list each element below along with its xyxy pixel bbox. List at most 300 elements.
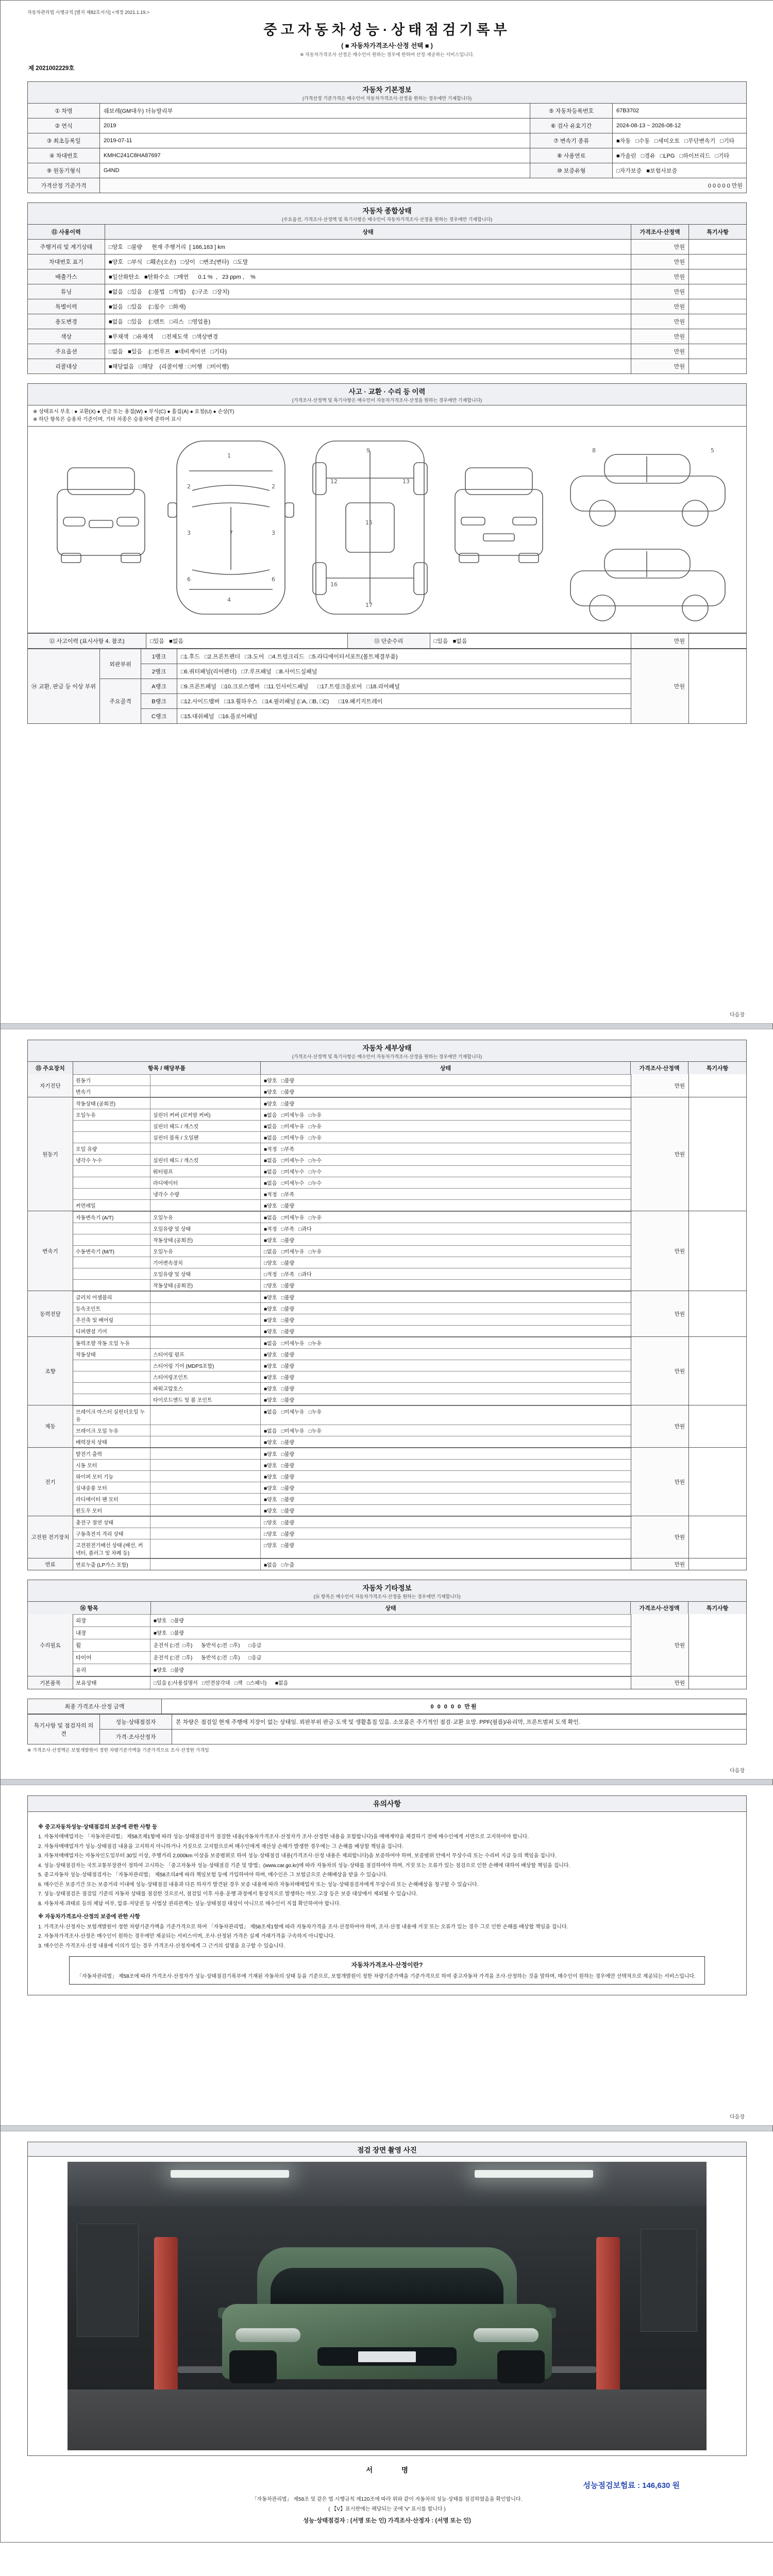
group-note xyxy=(688,1097,746,1211)
item-status: ■없음 □미세누유 □누유 xyxy=(264,1341,322,1347)
table-row xyxy=(28,178,747,193)
item-label: 유리 xyxy=(73,1664,150,1676)
section-title: 사고 · 교환 · 수리 등 이력 xyxy=(348,388,426,396)
group-rows xyxy=(73,1291,631,1336)
column-header: 상태 xyxy=(261,1062,631,1074)
group-name: 고전원 전기장치 xyxy=(28,1516,73,1558)
row-label: 주요옵션 xyxy=(28,344,105,359)
etc-group xyxy=(27,1614,747,1676)
field-value: G4ND xyxy=(100,163,530,178)
notice-item: 4. 성능·상태점검자는 국토교통부장관이 정하여 고시하는 「중고자동차 성능·상태점검 기준 및 방법」(www.car.go.kr)에 따라 자동차의 성능·상태를 점검하여야 하며, 거짓 또는 오류가 있는 점검으로 인한 손해에 대하여 배상할 책임을 집니다. xyxy=(38,1862,570,1869)
page-separator xyxy=(1,2125,772,2131)
opinion-title: 특기사항 및 점검자의 의견 xyxy=(28,1715,100,1744)
group-note xyxy=(688,1676,746,1689)
page-separator xyxy=(1,1023,772,1029)
signature-instruction: ( 【V】표시란에는 해당되는 곳에 'V' 표시를 합니다 ) xyxy=(328,2506,446,2512)
section-title: 자동차 종합상태 xyxy=(362,207,412,215)
field-value: 2019 xyxy=(100,118,530,133)
column-header: 특기사항 xyxy=(706,1065,729,1072)
page-separator xyxy=(1,1779,772,1785)
detail-row xyxy=(73,1382,631,1394)
item-subpart: 스티어링 펌프 xyxy=(150,1349,261,1360)
row-status: ■일산화탄소 ■탄화수소 □매연 0.1 % , 23 ppm , % xyxy=(105,269,631,284)
notice-item: 1. 자동차매매업자는 「자동차관리법」 제58조제1항에 따라 성능·상태점검자가 점검한 내용(자동차가격조사·산정자가 조사·산정한 내용을 포함합니다)을 매매계약을 체결하기 전에 매수인에게 서면으로 고지하여야 합니다. xyxy=(38,1834,529,1840)
group-rows xyxy=(73,1676,631,1689)
etc-group xyxy=(27,1676,747,1689)
group-rows xyxy=(73,1337,631,1405)
item-subpart: 기어변속장치 xyxy=(150,1257,261,1268)
field-label: ④ 차대번호 xyxy=(28,148,100,163)
car-wheel-right xyxy=(497,2350,545,2383)
item-status: ■양호 □불량 xyxy=(264,1475,295,1480)
table-row xyxy=(28,1715,747,1730)
group-rows xyxy=(73,1097,631,1211)
item-subpart xyxy=(150,1471,261,1482)
item-label: 충전구 절연 상태 xyxy=(73,1517,150,1528)
group-price: 만원 xyxy=(631,1614,688,1676)
detail-group xyxy=(27,1516,747,1558)
basic-info-table xyxy=(27,103,747,193)
row-label: 차대번호 표기 xyxy=(28,255,105,269)
item-label: 등속조인트 xyxy=(73,1303,150,1314)
item-subpart xyxy=(150,1406,261,1425)
item-subpart xyxy=(150,1086,261,1097)
row-note xyxy=(689,329,747,344)
item-status: ■없음 □미세누유 □누유 xyxy=(264,1136,322,1141)
item-status: □양호 □불량 xyxy=(264,1283,295,1289)
item-subpart xyxy=(150,1436,261,1447)
row-price: 만원 xyxy=(631,299,689,314)
etc-row xyxy=(73,1651,631,1664)
next-page-label: 다음장 xyxy=(730,1768,745,1774)
car-license-plate xyxy=(358,2351,416,2362)
item-label: 클러치 어셈블리 xyxy=(73,1292,150,1302)
field-value: 쉐보레(GM대우) 더뉴말리부 xyxy=(100,104,530,118)
item-subpart: 워터펌프 xyxy=(150,1166,261,1177)
rank-items: □15.대쉬패널 □16.플로어패널 xyxy=(177,709,631,724)
item-label xyxy=(73,1166,150,1177)
simple-repair-label: ⑬ 단순수리 xyxy=(347,634,430,649)
item-label xyxy=(73,1189,150,1199)
svg-text:6: 6 xyxy=(187,576,191,583)
etc-header-row xyxy=(27,1601,747,1614)
column-header: ⑪ 사용이력 xyxy=(28,225,105,240)
detail-row xyxy=(73,1165,631,1177)
legend-line: ※ 하단 항목은 승용차 기준이며, 기타 차종은 승용차에 준하여 표시 xyxy=(33,417,181,422)
table-row xyxy=(28,1730,747,1744)
group-note xyxy=(688,1614,746,1676)
field-value: 2024-08-13 ~ 2026-08-12 xyxy=(613,118,747,133)
svg-text:7: 7 xyxy=(229,530,233,536)
detail-group xyxy=(27,1211,747,1291)
item-label: 동력조향 작동 오일 누유 xyxy=(73,1337,150,1348)
next-page-label: 다음장 xyxy=(730,2114,745,2120)
section-basic-info-header xyxy=(27,81,747,103)
item-status: ■양호 □불량 xyxy=(264,1509,295,1514)
item-status: ■없음 □미세누유 □누유 xyxy=(264,1215,322,1221)
group-note xyxy=(688,1558,746,1570)
price-survey-definition-box xyxy=(69,1956,705,1985)
car-diagram-box xyxy=(27,426,747,633)
item-status: ■양호 □불량 xyxy=(264,1307,295,1312)
simple-repair-value: □있음 ■없음 xyxy=(430,634,631,649)
item-subpart xyxy=(150,1559,261,1570)
field-value: 67B3702 xyxy=(613,104,747,118)
field-label: ⑩ 보증유형 xyxy=(530,163,613,178)
overall-rows xyxy=(28,240,747,374)
item-subpart xyxy=(150,1200,261,1211)
notice-item: 3. 매수인은 가격조사·산정 내용에 이의가 있는 경우 가격조사·산정자에게 그 근거의 설명을 요구할 수 있습니다. xyxy=(38,1943,285,1949)
item-status: ■양호 □불량 xyxy=(264,1497,295,1503)
row-price: 만원 xyxy=(631,634,689,649)
item-label xyxy=(73,1268,150,1279)
table-row xyxy=(28,359,747,374)
panel-group: 외판부위 xyxy=(100,649,141,679)
item-label: 휠 xyxy=(73,1639,150,1651)
field-label: ① 차명 xyxy=(28,104,100,118)
next-page-label: 다음장 xyxy=(730,1012,745,1018)
item-subpart: 스티어링조인트 xyxy=(150,1371,261,1382)
group-rows xyxy=(73,1558,631,1570)
section-note: (주요옵션, 가격조사·산정액 및 특기사항은 매수인이 자동차가격조사·산정을 원하는 경우에만 기재합니다) xyxy=(281,217,493,222)
item-status: □양호 □불량 xyxy=(264,1261,295,1266)
price-survey-select-line: ( ■ 자동차가격조사·산정 선택 ■ ) xyxy=(341,42,433,49)
detail-row xyxy=(73,1360,631,1371)
column-header: 특기사항 xyxy=(706,1605,729,1612)
signature-line: 성능·상태점검자 : (서명 또는 인) 가격조사·산정자 : (서명 또는 인) xyxy=(303,2518,471,2524)
exchange-title: ⑭ 교환, 판금 등 이상 부위 xyxy=(28,649,100,724)
section-note: (⑯ 항목은 매수인이 자동차가격조사·산정을 원하는 경우에만 기재합니다) xyxy=(313,1594,461,1599)
field-value: ■자동 □수동 □세미오토 □무단변속기 □기타 xyxy=(613,133,747,148)
detail-row xyxy=(73,1302,631,1314)
column-header: 가격조사·산정액 xyxy=(631,1062,688,1074)
item-label xyxy=(73,1360,150,1371)
final-price-label: 최종 가격조사·산정 금액 xyxy=(28,1699,162,1714)
lift-post-right xyxy=(596,2237,620,2397)
item-status: ■없음 □누출 xyxy=(264,1563,295,1568)
detail-row xyxy=(73,1325,631,1336)
detail-row xyxy=(73,1279,631,1291)
row-status: ■없음 □있음 (□침수 □화재) xyxy=(105,299,631,314)
car xyxy=(222,2235,552,2379)
item-subpart: 파워고압호스 xyxy=(150,1383,261,1394)
item-label: 배력장치 상태 xyxy=(73,1436,150,1447)
group-rows xyxy=(73,1211,631,1291)
group-name: 연료 xyxy=(28,1558,73,1570)
base-price-value: 0 0 0 0 0 만원 xyxy=(100,178,747,193)
section-detail-header xyxy=(27,1040,747,1061)
svg-text:8: 8 xyxy=(592,447,596,454)
group-name: 전기 xyxy=(28,1448,73,1516)
row-note xyxy=(689,255,747,269)
svg-text:12: 12 xyxy=(330,478,338,485)
notice-item: 1. 가격조사·산정자는 보험개발원이 정한 차량기준가액을 기준가격으로 하여 「자동차관리법」 제58조제1항에 따라 자동차가격을 조사·산정하여야 하며, 조사·산정 내용에 거짓 또는 오류가 있는 경우 그로 인한 손해를 배상할 책임을 집니다. xyxy=(38,1924,568,1930)
item-status: ■없음 □미세누유 □누유 xyxy=(264,1410,322,1415)
svg-text:16: 16 xyxy=(330,581,338,588)
item-label: 추진축 및 베어링 xyxy=(73,1314,150,1325)
item-status: ■양호 □불량 xyxy=(264,1329,295,1335)
detail-groups xyxy=(27,1074,747,1570)
row-label: 리콜대상 xyxy=(28,359,105,374)
group-rows xyxy=(73,1405,631,1447)
row-label: 주행거리 및 계기상태 xyxy=(28,240,105,255)
ceiling-light xyxy=(171,2170,289,2178)
detail-row xyxy=(73,1234,631,1245)
detail-row xyxy=(73,1394,631,1405)
item-status: ■양호 □불량 xyxy=(264,1078,295,1084)
detail-group xyxy=(27,1291,747,1337)
svg-text:2: 2 xyxy=(187,483,191,490)
section-title: 자동차 기타정보 xyxy=(362,1584,412,1592)
item-status: ■양호 □불량 xyxy=(264,1204,295,1209)
row-label: 용도변경 xyxy=(28,314,105,329)
overall-table xyxy=(27,224,747,374)
item-status: ■양호 □불량 xyxy=(264,1440,295,1446)
notices-body xyxy=(28,1812,746,1995)
etc-row xyxy=(73,1664,631,1676)
field-label: ⑨ 원동기형식 xyxy=(28,163,100,178)
field-label: ⑦ 변속기 종류 xyxy=(530,133,613,148)
detail-row xyxy=(73,1516,631,1528)
table-row xyxy=(28,104,747,118)
item-label xyxy=(73,1234,150,1245)
group-rows xyxy=(73,1614,631,1676)
accident-history-table xyxy=(27,633,747,649)
detail-group xyxy=(27,1337,747,1405)
ceiling-light xyxy=(475,2170,593,2178)
group-rows xyxy=(73,1448,631,1516)
field-value: ■가솔린 □경유 □LPG □하이브리드 □기타 xyxy=(613,148,747,163)
opinion-who: 가격·조사산정자 xyxy=(100,1730,172,1744)
item-status: ■양호 □불량 xyxy=(264,1463,295,1469)
item-label: 수동변속기 (M/T) xyxy=(73,1246,150,1257)
item-label: 외장 xyxy=(73,1615,150,1626)
group-name: 동력전달 xyxy=(28,1291,73,1336)
detail-row xyxy=(73,1120,631,1131)
detail-row xyxy=(73,1337,631,1348)
row-price: 만원 xyxy=(631,359,689,374)
detail-row xyxy=(73,1493,631,1504)
etc-row xyxy=(73,1676,631,1689)
row-status: ■없음 □있음 (□불법 □적법) (□구조 □장치) xyxy=(105,284,631,299)
column-header: 상태 xyxy=(151,1602,631,1614)
detail-row xyxy=(73,1470,631,1482)
detail-row xyxy=(73,1425,631,1436)
detail-row xyxy=(73,1459,631,1470)
section-overall-header xyxy=(27,202,747,224)
item-subpart xyxy=(150,1539,261,1558)
table-row xyxy=(28,284,747,299)
field-value: □자가보증 ■보험사보증 xyxy=(613,163,747,178)
section-photo-header xyxy=(27,2142,747,2156)
item-status: ■양호 □불량 xyxy=(264,1375,295,1381)
group-note xyxy=(688,1405,746,1447)
notices-list-1 xyxy=(38,1833,736,1908)
item-label: 작동상태 xyxy=(73,1349,150,1360)
item-label: 구동축전지 격리 상태 xyxy=(73,1528,150,1539)
item-subpart xyxy=(150,1425,261,1436)
item-status: ■양호 □불량 xyxy=(264,1452,295,1458)
column-header: ⑮ 주요장치 xyxy=(28,1062,73,1074)
row-label: 튜닝 xyxy=(28,284,105,299)
table-row xyxy=(28,148,747,163)
item-status: □양호 □불량 xyxy=(264,1520,295,1526)
row-note xyxy=(689,240,747,255)
row-note xyxy=(689,284,747,299)
item-status: ■없음 □미세누유 □누유 xyxy=(264,1429,322,1434)
field-label: ⑤ 자동차등록번호 xyxy=(530,104,613,118)
group-price: 만원 xyxy=(631,1074,688,1097)
row-note xyxy=(689,299,747,314)
row-note xyxy=(689,269,747,284)
section-note: (가격조사·산정액 및 특기사항은 매수인이 자동차가격조사·산정을 원하는 경우에만 기재합니다) xyxy=(292,1054,482,1059)
column-header: 가격조사·산정액 xyxy=(631,1602,688,1614)
photo-floor xyxy=(68,2389,707,2450)
section-accident-header xyxy=(27,383,747,405)
detail-row xyxy=(73,1143,631,1154)
rank-label: 1랭크 xyxy=(141,649,177,664)
item-subpart xyxy=(150,1528,261,1539)
item-subpart xyxy=(150,1303,261,1314)
detail-row xyxy=(73,1482,631,1493)
detail-row xyxy=(73,1131,631,1143)
item-subpart xyxy=(150,1448,261,1459)
item-label: 발전기 출력 xyxy=(73,1448,150,1459)
row-label: 배출가스 xyxy=(28,269,105,284)
rank-label: C랭크 xyxy=(141,709,177,724)
group-rows xyxy=(73,1516,631,1558)
rank-label: B랭크 xyxy=(141,694,177,709)
item-status: ■없음 □미세누유 □누유 xyxy=(264,1124,322,1130)
row-note xyxy=(689,649,747,724)
table-row xyxy=(28,133,747,148)
svg-text:2: 2 xyxy=(272,483,275,490)
group-price: 만원 xyxy=(631,1676,688,1689)
notice-item: 6. 매수인은 보증기간 또는 보증거리 이내에 성능·상태점검 내용과 다른 하자가 발견된 경우 보증 내용에 따라 자동차매매업자 또는 성능·상태점검자에게 무상수리 또는 손해배상을 청구할 수 있습니다. xyxy=(38,1882,479,1888)
etc-row xyxy=(73,1626,631,1639)
detail-row xyxy=(73,1528,631,1539)
row-status: ■해당없음 □해당 (리콜이행 : □이행 □미이행) xyxy=(105,359,631,374)
item-subpart: 냉각수 수량 xyxy=(150,1189,261,1199)
detail-row xyxy=(73,1268,631,1279)
item-label: 오일 유량 xyxy=(73,1143,150,1154)
item-subpart: 오일누유 xyxy=(150,1212,261,1223)
svg-text:3: 3 xyxy=(272,530,275,536)
group-name: 자기진단 xyxy=(28,1074,73,1097)
group-price: 만원 xyxy=(631,1558,688,1570)
opinion-who: 성능·상태점검자 xyxy=(100,1715,172,1730)
item-label: 브레이크 마스터 실린더오일 누유 xyxy=(73,1406,150,1425)
group-name: 수리필요 xyxy=(28,1614,73,1676)
item-subpart xyxy=(150,1482,261,1493)
field-label: ② 연식 xyxy=(28,118,100,133)
group-price: 만원 xyxy=(631,1097,688,1211)
detail-row xyxy=(73,1405,631,1425)
workshop-shelf xyxy=(641,2229,697,2332)
item-status: ■양호 □불량 xyxy=(264,1101,295,1107)
detail-group xyxy=(27,1074,747,1097)
item-label xyxy=(73,1121,150,1131)
item-subpart: 오일누유 xyxy=(150,1246,261,1257)
item-status: ■양호 □불량 xyxy=(154,1631,184,1636)
field-label: ③ 최초등록일 xyxy=(28,133,100,148)
accident-history-label: ⑫ 사고이력 (표시사항 4. 참조) xyxy=(28,634,146,649)
item-subpart xyxy=(150,1098,261,1109)
field-label: 가격산정 기준가격 xyxy=(28,178,100,193)
notice-item: 3. 자동차매매업자는 자동차인도일부터 30일 이상, 주행거리 2,000km 이상을 보증범위로 하여 성능·상태점검 내용(가격조사·산정 내용은 제외합니다)을 보증하여야 하며, 보증범위 안에서 무상수리 또는 수리비 지급 등의 책임을 집니다. xyxy=(38,1853,557,1859)
table-row xyxy=(28,1699,747,1714)
row-status: □양호 □불량 현재 주행거리 [ 166,163 ] km xyxy=(105,240,631,255)
detail-group xyxy=(27,1558,747,1570)
item-label: 윈도우 모터 xyxy=(73,1505,150,1516)
group-name: 제동 xyxy=(28,1405,73,1447)
detail-row xyxy=(73,1109,631,1120)
car-diagram xyxy=(42,432,732,628)
row-note xyxy=(689,344,747,359)
svg-text:9: 9 xyxy=(366,447,370,454)
item-status: ■양호 □불량 xyxy=(264,1486,295,1492)
final-price-value: 0 0 0 0 0 만원 xyxy=(162,1699,747,1714)
group-name: 조향 xyxy=(28,1337,73,1405)
rank-items: □6.쿼터패널(리어펜더) □7.루프패널 □8.사이드실패널 xyxy=(177,664,631,679)
row-price: 만원 xyxy=(631,314,689,329)
item-status: ■양호 □불량 xyxy=(264,1364,295,1369)
item-label: 브레이크 오일 누유 xyxy=(73,1425,150,1436)
group-note xyxy=(688,1516,746,1558)
detail-header-row xyxy=(27,1061,747,1074)
item-status: ■없음 □미세누유 □누유 xyxy=(264,1113,322,1118)
item-status: 운전석 (□전 □후) 동반석 (□전 □후) □응급 xyxy=(154,1643,262,1649)
item-status: □적정 □부족 □과다 xyxy=(264,1272,312,1278)
item-label: 커먼레일 xyxy=(73,1200,150,1211)
car-wheel-left xyxy=(229,2350,277,2383)
detail-row xyxy=(73,1188,631,1199)
field-label: ⑧ 사용연료 xyxy=(530,148,613,163)
inspection-photo xyxy=(68,2162,707,2450)
detail-row xyxy=(73,1097,631,1109)
item-subpart xyxy=(150,1337,261,1348)
item-label: 시동 모터 xyxy=(73,1460,150,1470)
item-status: ■양호 □불량 xyxy=(154,1618,184,1624)
detail-row xyxy=(73,1211,631,1223)
item-subpart: 라디에이터 xyxy=(150,1177,261,1188)
etc-row xyxy=(73,1614,631,1626)
svg-text:13: 13 xyxy=(402,478,410,485)
row-price: 만원 xyxy=(631,269,689,284)
item-subpart xyxy=(150,1326,261,1336)
table-row xyxy=(28,649,747,664)
field-value: KMHC241C8HA87697 xyxy=(100,148,530,163)
definition-text: 「자동차관리법」 제58조에 따라 가격조사·산정자가 성능·상태점검기록부에 기재된 자동차의 상태 등을 기준으로, 보험개발원이 정한 차량기준가액을 기준가격으로 하여 중고자동차 가격을 조사·산정하는 것을 말하며, 매수인이 원하는 경우에만 선택적으로 제공되는 서비스입니다. xyxy=(77,1973,696,1979)
svg-text:15: 15 xyxy=(365,519,373,526)
item-label xyxy=(73,1132,150,1143)
item-subpart xyxy=(150,1494,261,1504)
item-label: 라디에이터 팬 모터 xyxy=(73,1494,150,1504)
page-3 xyxy=(1,1785,773,2125)
item-status: ■양호 □불량 xyxy=(264,1295,295,1301)
item-status: ■양호 □불량 xyxy=(264,1238,295,1244)
item-status: ■양호 □불량 xyxy=(154,1668,184,1673)
item-label: 오일누유 xyxy=(73,1109,150,1120)
row-price: 만원 xyxy=(631,649,689,724)
svg-text:6: 6 xyxy=(272,576,275,583)
svg-text:3: 3 xyxy=(187,530,191,536)
group-price: 만원 xyxy=(631,1448,688,1516)
item-status: □양호 □불량 xyxy=(264,1543,295,1549)
section-title: 점검 장면 촬영 사진 xyxy=(357,2146,417,2154)
notice-item: 2. 자동차가격조사·산정은 매수인이 원하는 경우에만 제공되는 서비스이며, 조사·산정된 가격은 실제 거래가격을 구속하지 아니합니다. xyxy=(38,1934,335,1940)
item-label: 타이어 xyxy=(73,1652,150,1664)
